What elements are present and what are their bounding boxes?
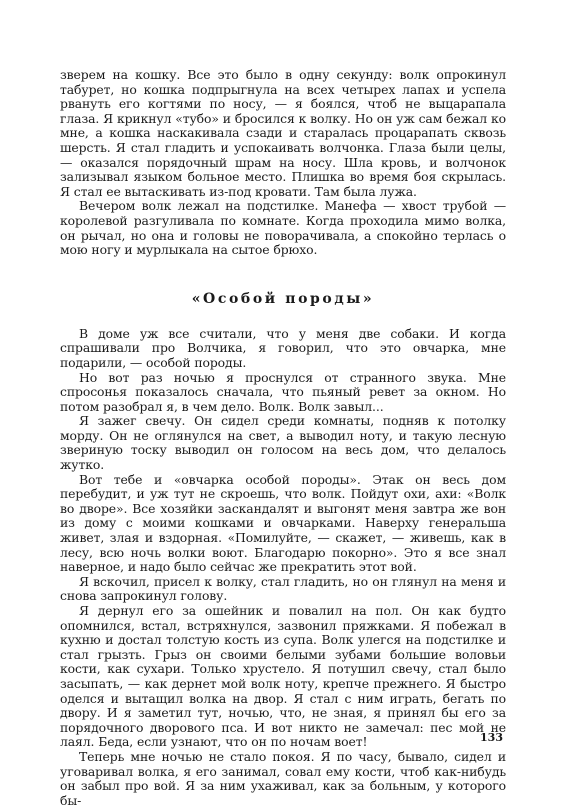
body-paragraph: Но вот раз ночью я проснулся от странного звука. Мне спросонья показалось сначала, что пьяный ревет за окном. Но потом разобрал я, в чем дело. Волк. Волк завыл...	[60, 369, 506, 414]
body-paragraph: зверем на кошку. Все это было в одну секунду: волк опрокинул табурет, но кошка подпрыгнула на всех четырех лапах и успела рвануть его когтями по носу, — я боялся, чтоб не выцарапала глаза. Я крикнул «тубо» и бросился к волку. Но он уж сам бежал ко мне, а кошка наскакивала сзади и старалась процарапать сквозь шерсть. Я стал гладить и успокаивать волчонка. Глаза были целы, — оказался порядочный шрам на носу. Шла кровь, и волчонок зализывал языком больное место. Плишка во время боя скрылась. Я стал ее вытаскивать из-под кровати. Там была лужа.	[60, 67, 506, 199]
body-paragraph: Теперь мне ночью не стало покоя. Я по часу, бывало, сидел и уговаривал волка, я его занимал, совал ему кости, чтоб как-нибудь он забыл про вой. Я за ним ухаживал, как за больным, у которого бы-	[60, 748, 506, 808]
body-paragraph: Я дернул его за ошейник и повалил на пол. Он как будто опомнился, встал, встряхнулся, зазвонил пряжками. Я побежал в кухню и достал толстую кость из супа. Волк улегся на подстилке и стал грызть. Грыз он своими белыми зубами большие воловьи кости, как сухари. Только хрустело. Я потушил свечу, стал было засыпать, — как дернет мой волк ноту, крепче прежнего. Я быстро оделся и вытащил волка на двор. Я стал с ним играть, бегать по двору. И я заметил тут, ночью, что, не зная, я принял бы его за порядочного дворового пса. И вот никто не замечал: пес мой не лаял. Беда, если узнают, что он по ночам воет!	[60, 603, 506, 750]
page-body	[60, 68, 506, 808]
body-paragraph: В доме уж все считали, что у меня две собаки. И когда спрашивали про Волчика, я говорил, что это овчарка, мне подарили, — особой породы.	[60, 325, 506, 370]
page-number: 133	[480, 731, 503, 744]
body-paragraph: Я зажег свечу. Он сидел среди комнаты, подняв к потолку морду. Он не оглянулся на свет, а выводил ноту, и такую лесную звериную тоску выводил он голосом на весь дом, что делалось жутко.	[60, 413, 506, 473]
body-paragraph: Вот тебе и «овчарка особой породы». Этак он весь дом перебудит, и уж тут не скроешь, что волк. Пойдут охи, ахи: «Волк во дворе». Все хозяйки заскандалят и выгонят меня завтра же вон из дому с моими кошками и овчарками. Наверху генеральша живет, злая и вздорная. «Помилуйте, — скажет, — живешь, как в лесу, всю ночь волки воют. Благодарю покорно». Это я все знал наверное, и надо было сейчас же прекратить этот вой.	[60, 471, 506, 575]
body-paragraph: Вечером волк лежал на подстилке. Манефа — хвост трубой — королевой разгуливала по комнате. Когда проходила мимо волка, он рычал, но она и головы не поворачивала, а спокойно терлась о мою ногу и мурлыкала на сытое брюхо.	[60, 198, 506, 258]
section-title: «Особой породы»	[191, 290, 375, 307]
body-paragraph: Я вскочил, присел к волку, стал гладить, но он глянул на меня и снова запрокинул голову.	[60, 573, 506, 604]
